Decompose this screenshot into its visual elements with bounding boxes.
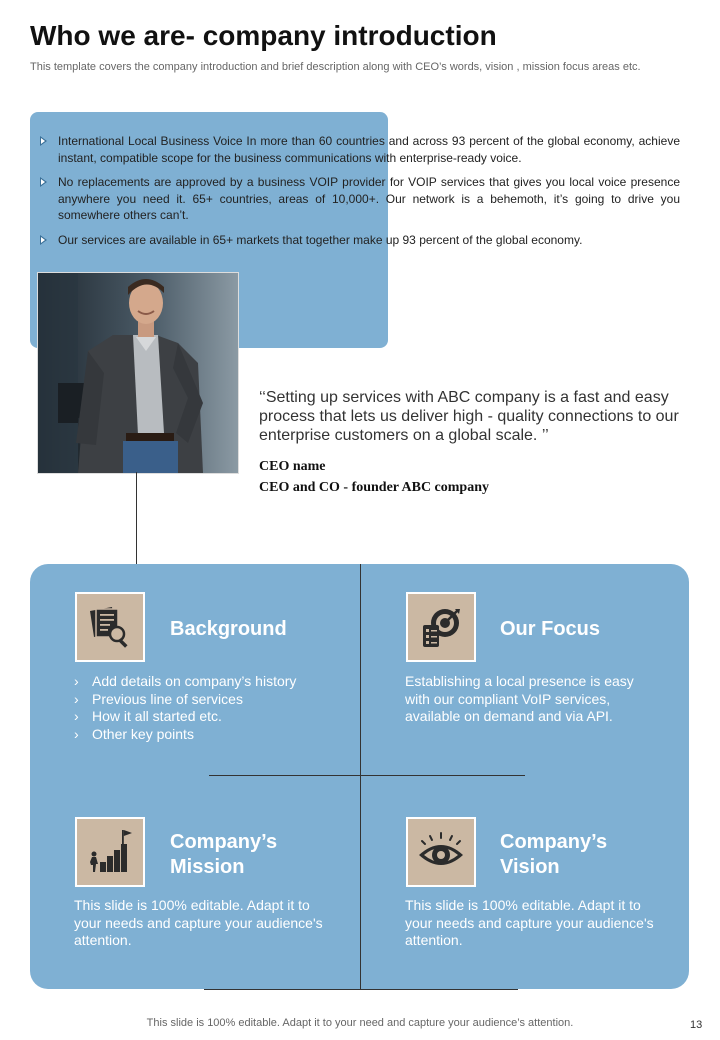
background-title: Background [170,618,287,640]
intro-bullet-list [40,133,680,256]
chevron-right-icon: › [74,673,79,689]
page-number: 13 [690,1019,703,1031]
ceo-name: CEO name [259,459,326,474]
page-subtitle: This template covers the company introduction and brief description along with CEO’s words, vision , mission focus areas etc. [30,61,641,73]
vision-text: This slide is 100% editable. Adapt it to your needs and capture your audience's attention. [405,897,654,948]
mission-title: Company’s Mission [170,831,278,878]
page-title: Who we are- company introduction [30,20,497,51]
chevron-right-icon: › [74,708,79,724]
chevron-right-icon: › [74,690,79,707]
footer-note: This slide is 100% editable. Adapt it to your need and capture your audience’s attention. [146,1017,574,1029]
horizontal-divider [209,775,525,776]
ceo-portrait-illustration [38,273,238,473]
triangle-arrow-icon [40,136,47,146]
background-list [74,673,344,743]
document-search-icon [86,603,134,651]
connector-line [136,472,137,564]
triangle-arrow-icon [40,177,47,187]
vision-title: Company’s Vision [500,831,608,878]
list-item: › How it all started etc. [74,708,222,724]
mission-icon-box [75,817,145,887]
intro-bullet: International Local Business Voice In more than 60 countries and across 93 percent of the global economy, achieve instant, compatible scope for the business communications with enterprise-ready voice. [40,133,680,166]
list-item: › Add details on company’s history [74,673,297,689]
focus-text: Establishing a local presence is easy with our compliant VoIP services, available on demand and via API. [405,673,634,724]
bottom-divider [204,989,518,990]
vision-icon-box [406,817,476,887]
vertical-divider [360,564,361,989]
list-item: › Previous line of services [74,690,243,707]
chevron-right-icon: › [74,725,79,742]
mission-text: This slide is 100% editable. Adapt it to your needs and capture your audience's attention. [74,897,323,948]
focus-icon-box [406,592,476,662]
background-icon-box [75,592,145,662]
ceo-quote: ‘‘Setting up services with ABC company is a fast and easy process that lets us deliver high - quality connections to our enterprise customers on a global scale. ’’ [259,389,679,444]
ceo-role: CEO and CO - founder ABC company [259,480,490,495]
intro-bullet: No replacements are approved by a business VOIP provider for VOIP services that gives you local voice presence anywhere you need it. 65+ countries, areas of 10,000+. Our network is a behemoth, it’s going to drive you somewhere others can’t. [40,174,680,224]
intro-bullet: Our services are available in 65+ markets that together make up 93 percent of the global economy. [40,232,680,249]
triangle-arrow-icon [40,235,47,245]
focus-title: Our Focus [500,618,601,640]
stairs-flag-icon [86,828,134,876]
eye-icon [416,827,466,877]
target-checklist-icon [417,603,465,651]
list-item: › Other key points [74,725,194,742]
ceo-photo [37,272,239,474]
